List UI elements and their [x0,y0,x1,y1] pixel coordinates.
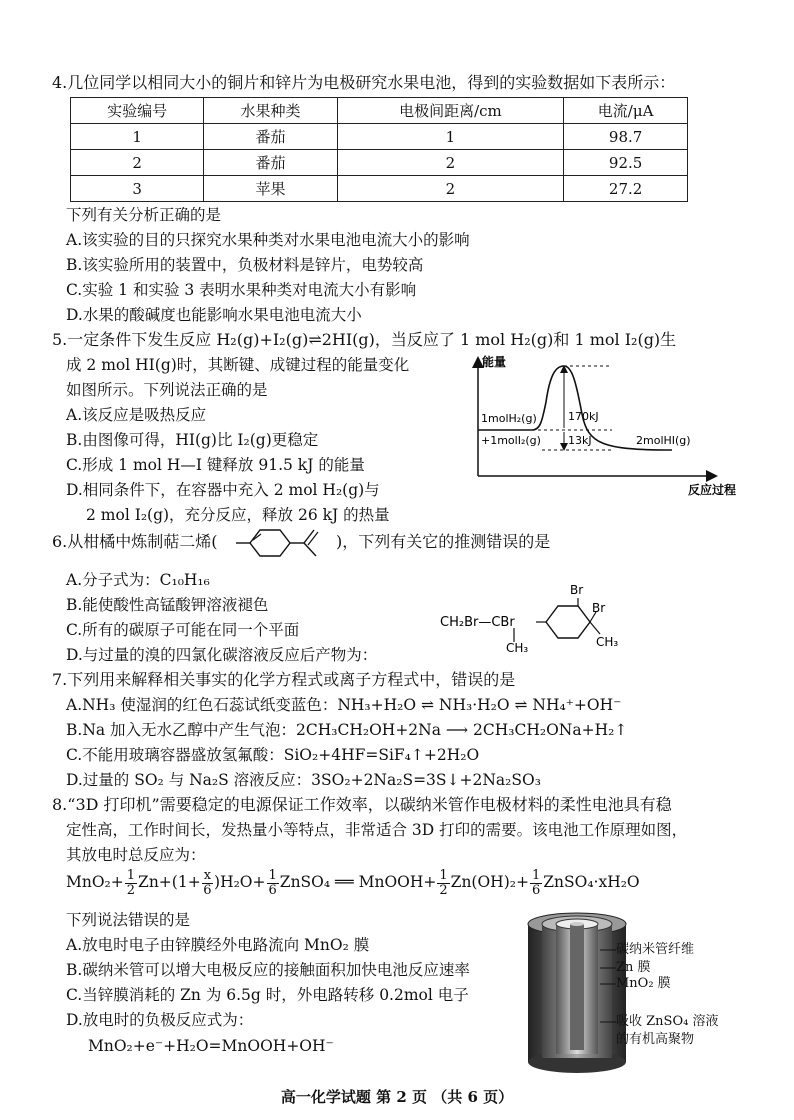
fraction-half: $\frac{1}{2}$ [439,867,448,898]
q8-option-d-equation: MnO₂+e⁻+H₂O=MnOOH+OH⁻ [88,1037,334,1055]
table-cell: 1 [337,124,564,150]
q7-option-c: C.不能用玻璃容器盛放氢氟酸：SiO₂+4HF=SiF₄↑+2H₂O [66,746,480,764]
eq-part: Zn+(1+ [138,873,201,891]
label-polymer-line2: 的有机高聚物 [616,1032,695,1047]
q5-stem-line2: 成 2 mol HI(g)时，其断键、成键过程的能量变化 [66,356,410,374]
reactant-label-2: +1molI₂(g) [481,434,541,447]
product-br-top: Br [570,583,584,597]
q6-stem-a: 6.从柑橘中炼制萜二烯( [52,532,218,551]
table-cell: 2 [71,150,204,176]
q5-option-d: D.相同条件下，在容器中充入 2 mol H₂(g)与 [66,481,380,499]
q5-option-a: A.该反应是吸热反应 [66,406,207,424]
x-axis-label: 反应过程 [688,483,737,497]
q8-option-d: D.放电时的负极反应式为： [66,1011,254,1029]
q8-option-b: B.碳纳米管可以增大电极反应的接触面积加快电池反应速率 [66,961,470,979]
q8-stem-line2: 定性高，工作时间长，发热量小等特点，非常适合 3D 打印的需要。该电池工作原理如图， [66,821,688,839]
eq-part: MnO₂+ [66,873,124,891]
q8-stem-line1: 8.“3D 打印机”需要稳定的电源保证工作效率，以碳纳米管作电极材料的柔性电池具有稳 [52,795,672,814]
product-left-group: CH₂Br—CBr [440,615,515,630]
table-cell: 98.7 [564,124,688,150]
table-header: 实验编号 [71,98,204,124]
q4-option-a: A.该实验的目的只探究水果种类对水果电池电流大小的影响 [66,231,470,249]
q6-option-c: C.所有的碳原子可能在同一个平面 [66,621,300,639]
table-cell: 2 [337,176,564,202]
table-row [71,176,688,202]
activation-energy-label: 170kJ [568,410,599,423]
q4-stem: 4.几位同学以相同大小的铜片和锌片为电极研究水果电池，得到的实验数据如下表所示： [52,73,676,92]
q6-option-b: B.能使酸性高锰酸钾溶液褪色 [66,596,269,614]
table-cell: 番茄 [204,150,337,176]
q5-stem-line1: 5.一定条件下发生反应 H₂(g)+I₂(g)⇌2HI(g)，当反应了 1 mol H₂(g)和 1 mol I₂(g)生 [52,330,677,349]
q8-prompt: 下列说法错误的是 [66,911,191,929]
eq-part: ZnSO₄ ══ MnOOH+ [279,873,437,891]
eq-part: )H₂O+ [214,873,266,891]
product-label: 2molHI(g) [636,434,691,447]
product-ch3-right: CH₃ [596,635,619,649]
reactant-label-1: 1molH₂(g) [481,412,537,425]
q8-option-a: A.放电时电子由锌膜经外电路流向 MnO₂ 膜 [66,936,370,954]
table-header: 水果种类 [204,98,337,124]
q8-total-equation [66,866,640,898]
product-ch3-bottom: CH₃ [506,641,529,654]
q4-prompt: 下列有关分析正确的是 [66,206,222,224]
fraction-x-sixth: $\frac{x}{6}$ [203,867,212,898]
table-row [71,124,688,150]
table-cell: 番茄 [204,124,337,150]
q5-stem-line3: 如图所示。下列说法正确的是 [66,381,268,399]
table-cell: 27.2 [564,176,688,202]
label-zn-film: Zn 膜 [616,960,651,975]
table-cell: 2 [337,150,564,176]
fraction-sixth: $\frac{1}{6}$ [531,867,541,898]
table-cell: 3 [71,176,204,202]
table-header: 电极间距离/cm [337,98,564,124]
q7-option-d: D.过量的 SO₂ 与 Na₂S 溶液反应：3SO₂+2Na₂S=3S↓+2Na₂SO₃ [66,771,541,789]
q6-option-d: D.与过量的溴的四氯化碳溶液反应后产物为： [66,646,378,664]
label-mno2-film: MnO₂ 膜 [616,976,671,991]
fraction-half: $\frac{1}{2}$ [126,867,136,898]
bromination-product-structure [440,582,625,654]
eq-part: Zn(OH)₂+ [450,873,529,891]
energy-diagram [472,352,744,500]
q6-option-a: A.分子式为：C₁₀H₁₆ [66,571,210,589]
q5-option-b: B.由图像可得，HI(g)比 I₂(g)更稳定 [66,431,319,449]
experiment-table [70,97,688,202]
table-header-row [71,98,688,124]
label-carbon-nanotube: 碳纳米管纤维 [616,942,695,957]
q7-option-a: A.NH₃ 使湿润的红色石蕊试纸变蓝色：NH₃+H₂O ⇌ NH₃·H₂O ⇌ NH₄⁺+OH⁻ [66,696,622,714]
table-row [71,150,688,176]
table-header: 电流/μA [564,98,688,124]
y-axis-label: 能量 [482,355,507,369]
enthalpy-label: 13kJ [568,434,592,447]
q4-option-c: C.实验 1 和实验 3 表明水果种类对电流大小有影响 [66,281,417,299]
limonene-structure [236,526,334,560]
q8-stem-line3: 其放电时总反应为： [66,846,206,864]
table-cell: 1 [71,124,204,150]
q4-option-d: D.水果的酸碱度也能影响水果电池电流大小 [66,306,362,324]
label-polymer-line1: 吸收 ZnSO₄ 溶液 [616,1014,719,1029]
q8-option-c: C.当锌膜消耗的 Zn 为 6.5g 时，外电路转移 0.2mol 电子 [66,986,469,1004]
page-footer: 高一化学试题 第 2 页 （共 6 页） [280,1088,514,1106]
q4-option-b: B.该实验所用的装置中，负极材料是锌片，电势较高 [66,256,424,274]
q5-option-c: C.形成 1 mol H—I 键释放 91.5 kJ 的能量 [66,456,365,474]
q6-stem-b: )，下列有关它的推测错误的是 [336,532,551,551]
table-cell: 苹果 [204,176,337,202]
eq-part: ZnSO₄·xH₂O [543,873,640,891]
q7-stem: 7.下列用来解释相关事实的化学方程式或离子方程式中，错误的是 [52,670,516,689]
table-cell: 92.5 [564,150,688,176]
product-br-right: Br [592,601,606,615]
q5-option-d-cont: 2 mol I₂(g)，充分反应，释放 26 kJ 的热量 [86,506,390,524]
fraction-sixth: $\frac{1}{6}$ [268,867,277,898]
q7-option-b: B.Na 加入无水乙醇中产生气泡：2CH₃CH₂OH+2Na ⟶ 2CH₃CH₂ONa+H₂↑ [66,721,628,739]
